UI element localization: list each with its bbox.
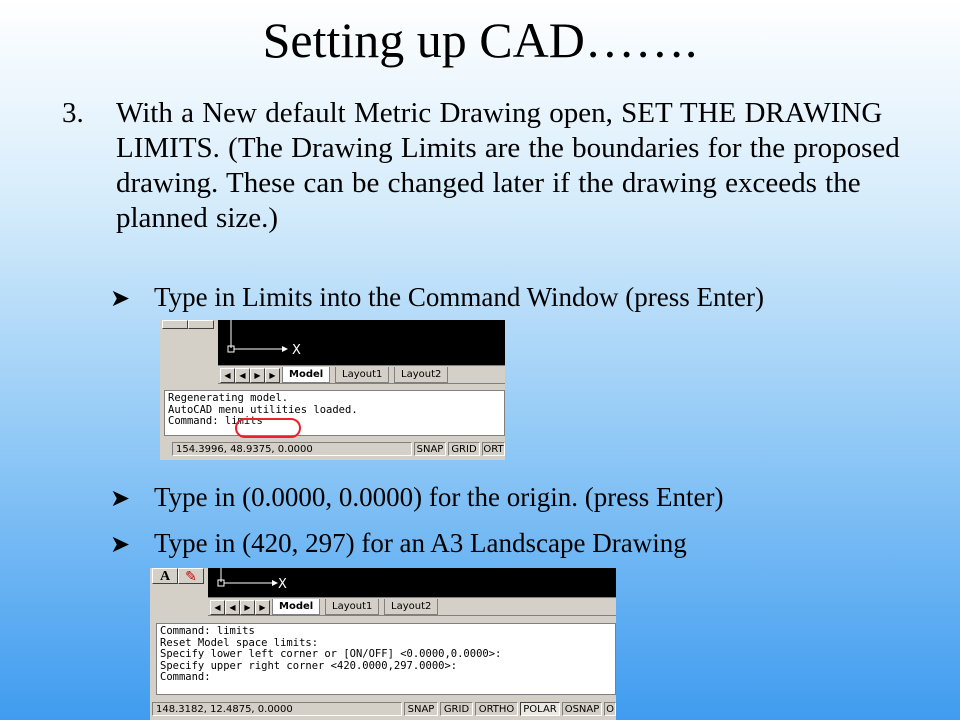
step-text: With a New default Metric Drawing open, SET THE DRAWING LIMITS. (The Drawing Limits are the boundaries for the proposed drawing. These can be changed later if the drawing exceeds the planned size.) xyxy=(116,97,900,234)
layout-tab-bar xyxy=(208,597,616,616)
ortho-button[interactable]: ORT xyxy=(483,444,504,455)
first-tab-icon[interactable]: ◀ xyxy=(210,600,225,615)
bullet-type-limits xyxy=(110,280,764,315)
status-bar xyxy=(160,440,505,460)
prev-tab-icon[interactable]: ◀ xyxy=(225,600,240,615)
coordinate-readout: 154.3996, 48.9375, 0.0000 xyxy=(172,442,412,456)
tab-model[interactable]: Model xyxy=(282,367,330,383)
command-line: Command: limits xyxy=(168,415,263,427)
arrowhead-bullet-icon: ➤ xyxy=(110,284,131,312)
command-line: Reset Model space limits: xyxy=(160,636,319,649)
step-number: 3. xyxy=(62,97,84,129)
autocad-screenshot-2 xyxy=(150,568,616,720)
osnap-button[interactable]: OSNAP xyxy=(562,702,602,716)
polar-button[interactable]: POLAR xyxy=(520,702,560,716)
last-tab-icon[interactable]: ▶ xyxy=(265,368,280,383)
command-line: Specify lower left corner or [ON/OFF] <0.0000,0.0000>: xyxy=(160,648,502,660)
command-line: Command: limits xyxy=(160,625,255,637)
command-window[interactable] xyxy=(164,390,505,436)
bullet-type-origin xyxy=(110,480,723,515)
tab-layout2[interactable]: Layout2 xyxy=(394,367,448,383)
otrack-button[interactable]: O xyxy=(604,702,616,716)
text-tool-button[interactable]: A xyxy=(152,568,178,584)
next-tab-icon[interactable]: ▶ xyxy=(250,368,265,383)
x-axis-label: X xyxy=(292,343,301,358)
highlight-circle xyxy=(235,418,301,438)
tab-model[interactable]: Model xyxy=(272,599,320,615)
tab-layout2[interactable]: Layout2 xyxy=(384,599,438,615)
edit-pencil-icon[interactable]: ✎ xyxy=(178,568,204,584)
tab-layout1[interactable]: Layout1 xyxy=(335,367,389,383)
bullet-text: Type in Limits into the Command Window (press Enter) xyxy=(154,282,764,312)
arrowhead-bullet-icon: ➤ xyxy=(110,484,131,512)
bullet-text: Type in (420, 297) for an A3 Landscape Drawing xyxy=(154,528,687,558)
tab-layout1[interactable]: Layout1 xyxy=(325,599,379,615)
snap-button[interactable]: SNAP xyxy=(414,442,446,456)
toolbar-area xyxy=(150,568,208,613)
coordinate-readout: 148.3182, 12.4875, 0.0000 xyxy=(152,702,402,716)
command-line: Specify upper right corner <420.0000,297.0000>: xyxy=(160,659,458,672)
toolbar-button[interactable] xyxy=(162,320,188,329)
toolbar-area xyxy=(160,320,218,365)
step-3 xyxy=(62,96,932,236)
x-axis-label: X xyxy=(278,577,287,592)
bullet-type-a3 xyxy=(110,526,687,561)
layout-tab-bar xyxy=(218,365,505,384)
command-line: AutoCAD menu utilities loaded. xyxy=(168,403,358,416)
arrowhead-bullet-icon: ➤ xyxy=(110,530,131,558)
grid-button[interactable]: GRID xyxy=(440,702,473,716)
snap-button[interactable]: SNAP xyxy=(404,702,438,716)
status-bar xyxy=(150,700,616,720)
toolbar-button[interactable] xyxy=(188,320,214,329)
command-window[interactable] xyxy=(156,623,616,695)
ortho-button[interactable]: ORTHO xyxy=(475,702,518,716)
grid-button[interactable]: GRID xyxy=(448,442,480,456)
command-line: Command: xyxy=(160,671,211,683)
bullet-text: Type in (0.0000, 0.0000) for the origin. (press Enter) xyxy=(154,482,724,512)
slide-title: Setting up CAD……. xyxy=(262,12,698,68)
next-tab-icon[interactable]: ▶ xyxy=(240,600,255,615)
last-tab-icon[interactable]: ▶ xyxy=(255,600,270,615)
prev-tab-icon[interactable]: ◀ xyxy=(235,368,250,383)
command-line: Regenerating model. xyxy=(168,392,289,404)
first-tab-icon[interactable]: ◀ xyxy=(220,368,235,383)
autocad-screenshot-1 xyxy=(160,320,505,460)
